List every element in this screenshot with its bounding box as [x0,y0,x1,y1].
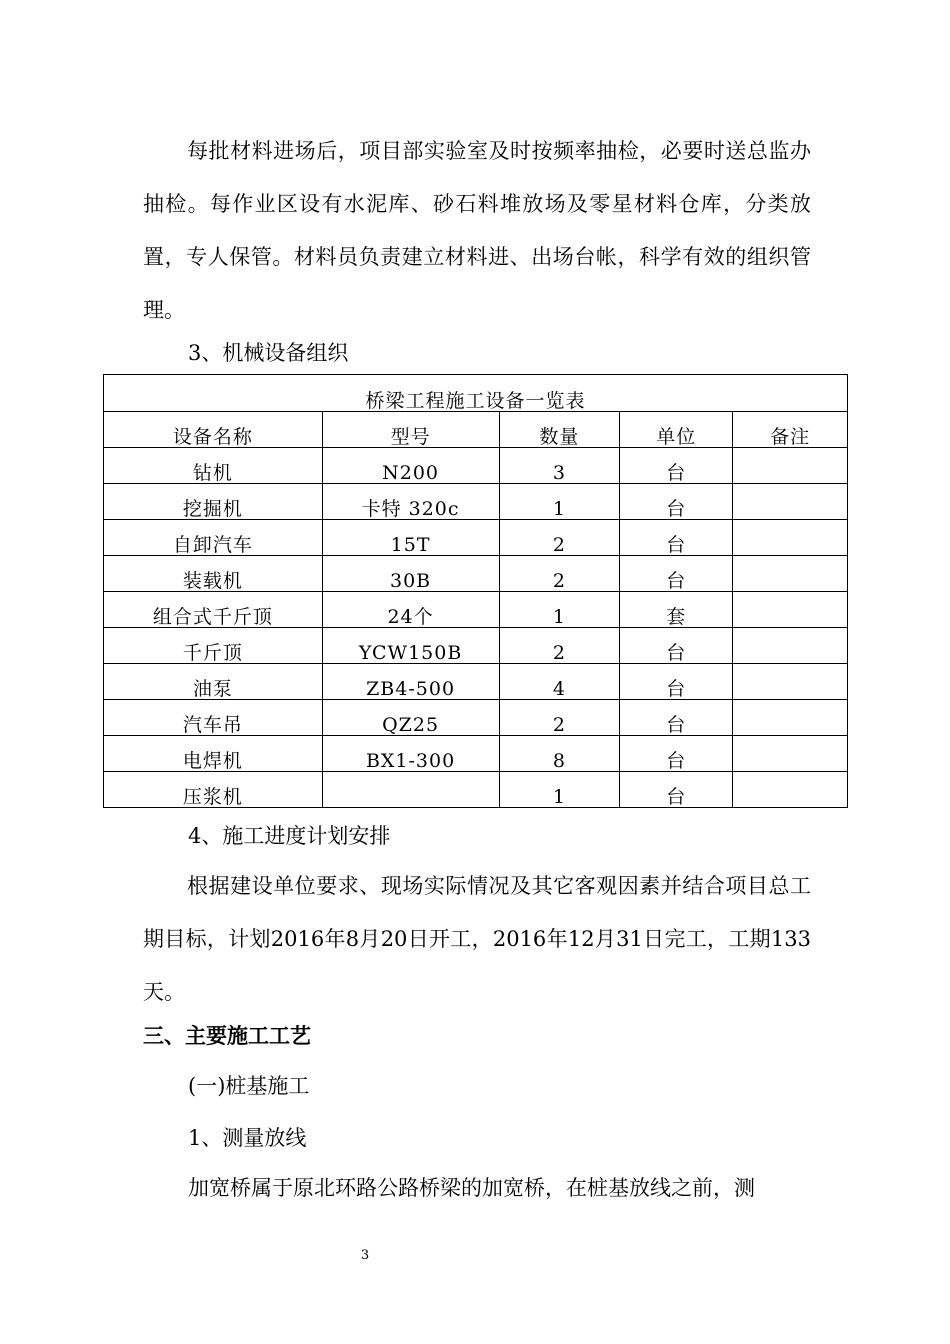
cell-unit: 台 [620,664,733,700]
table-row [104,736,848,772]
table-row [104,592,848,628]
cell-unit: 台 [620,520,733,556]
cell-qty: 4 [499,664,620,700]
cell-name: 组合式千斤顶 [104,592,323,628]
cell-name: 压浆机 [104,772,323,808]
cell-qty: 8 [499,736,620,772]
header-qty: 数量 [499,412,620,448]
table-row [104,628,848,664]
cell-remark [733,448,848,484]
table-row [104,556,848,592]
cell-qty: 1 [499,772,620,808]
table-row [104,448,848,484]
cell-unit: 台 [620,628,733,664]
cell-qty: 2 [499,520,620,556]
header-model: 型号 [322,412,499,448]
paragraph-materials: 每批材料进场后，项目部实验室及时按频率抽检，必要时送总监办抽检。每作业区设有水泥库、砂石料堆放场及零星材料仓库，分类放置，专人保管。材料员负责建立材料进、出场台帐，科学有效的组织管理。 [143,139,811,322]
cell-remark [733,556,848,592]
cell-remark [733,592,848,628]
table-row [104,664,848,700]
cell-remark [733,700,848,736]
section-heading: 三、主要施工工艺 [143,1024,311,1048]
cell-unit: 套 [620,592,733,628]
cell-model: ZB4-500 [322,664,499,700]
cell-model [322,772,499,808]
cell-name: 自卸汽车 [104,520,323,556]
cell-model: 30B [322,556,499,592]
cell-remark [733,520,848,556]
subheading-pile: (一)桩基施工 [188,1074,310,1098]
cell-name: 汽车吊 [104,700,323,736]
cell-name: 千斤顶 [104,628,323,664]
cell-remark [733,628,848,664]
cell-name: 装载机 [104,556,323,592]
table-title-row [104,375,848,412]
cell-model: 24个 [322,592,499,628]
cell-unit: 台 [620,700,733,736]
header-remark: 备注 [733,412,848,448]
table-row [104,700,848,736]
cell-remark [733,664,848,700]
heading-equipment: 3、机械设备组织 [188,341,349,365]
cell-model: 卡特 320c [322,484,499,520]
cell-unit: 台 [620,484,733,520]
cell-model: BX1-300 [322,736,499,772]
cell-unit: 台 [620,772,733,808]
paragraph-schedule: 根据建设单位要求、现场实际情况及其它客观因素并结合项目总工期目标，计划2016年8月20日开工，2016年12月31日完工，工期133天。 [143,874,811,1004]
cell-qty: 3 [499,448,620,484]
cell-name: 电焊机 [104,736,323,772]
cell-qty: 2 [499,556,620,592]
cell-qty: 2 [499,628,620,664]
table-row [104,772,848,808]
cell-model: 15T [322,520,499,556]
cell-qty: 2 [499,700,620,736]
cell-remark [733,736,848,772]
cell-remark [733,772,848,808]
header-name: 设备名称 [104,412,323,448]
equipment-table [103,374,848,808]
table-title: 桥梁工程施工设备一览表 [104,375,848,412]
table-row [104,520,848,556]
cell-unit: 台 [620,448,733,484]
table-header-row [104,412,848,448]
cell-name: 油泵 [104,664,323,700]
cell-unit: 台 [620,736,733,772]
page-number: 3 [360,1248,370,1263]
cell-qty: 1 [499,592,620,628]
cell-model: YCW150B [322,628,499,664]
cell-unit: 台 [620,556,733,592]
cell-remark [733,484,848,520]
cell-qty: 1 [499,484,620,520]
cell-name: 挖掘机 [104,484,323,520]
cell-name: 钻机 [104,448,323,484]
header-unit: 单位 [620,412,733,448]
cell-model: N200 [322,448,499,484]
cell-model: QZ25 [322,700,499,736]
table-row [104,484,848,520]
subheading-survey: 1、测量放线 [188,1126,307,1150]
heading-schedule: 4、施工进度计划安排 [188,824,391,848]
paragraph-survey: 加宽桥属于原北环路公路桥梁的加宽桥，在桩基放线之前，测 [188,1176,755,1200]
